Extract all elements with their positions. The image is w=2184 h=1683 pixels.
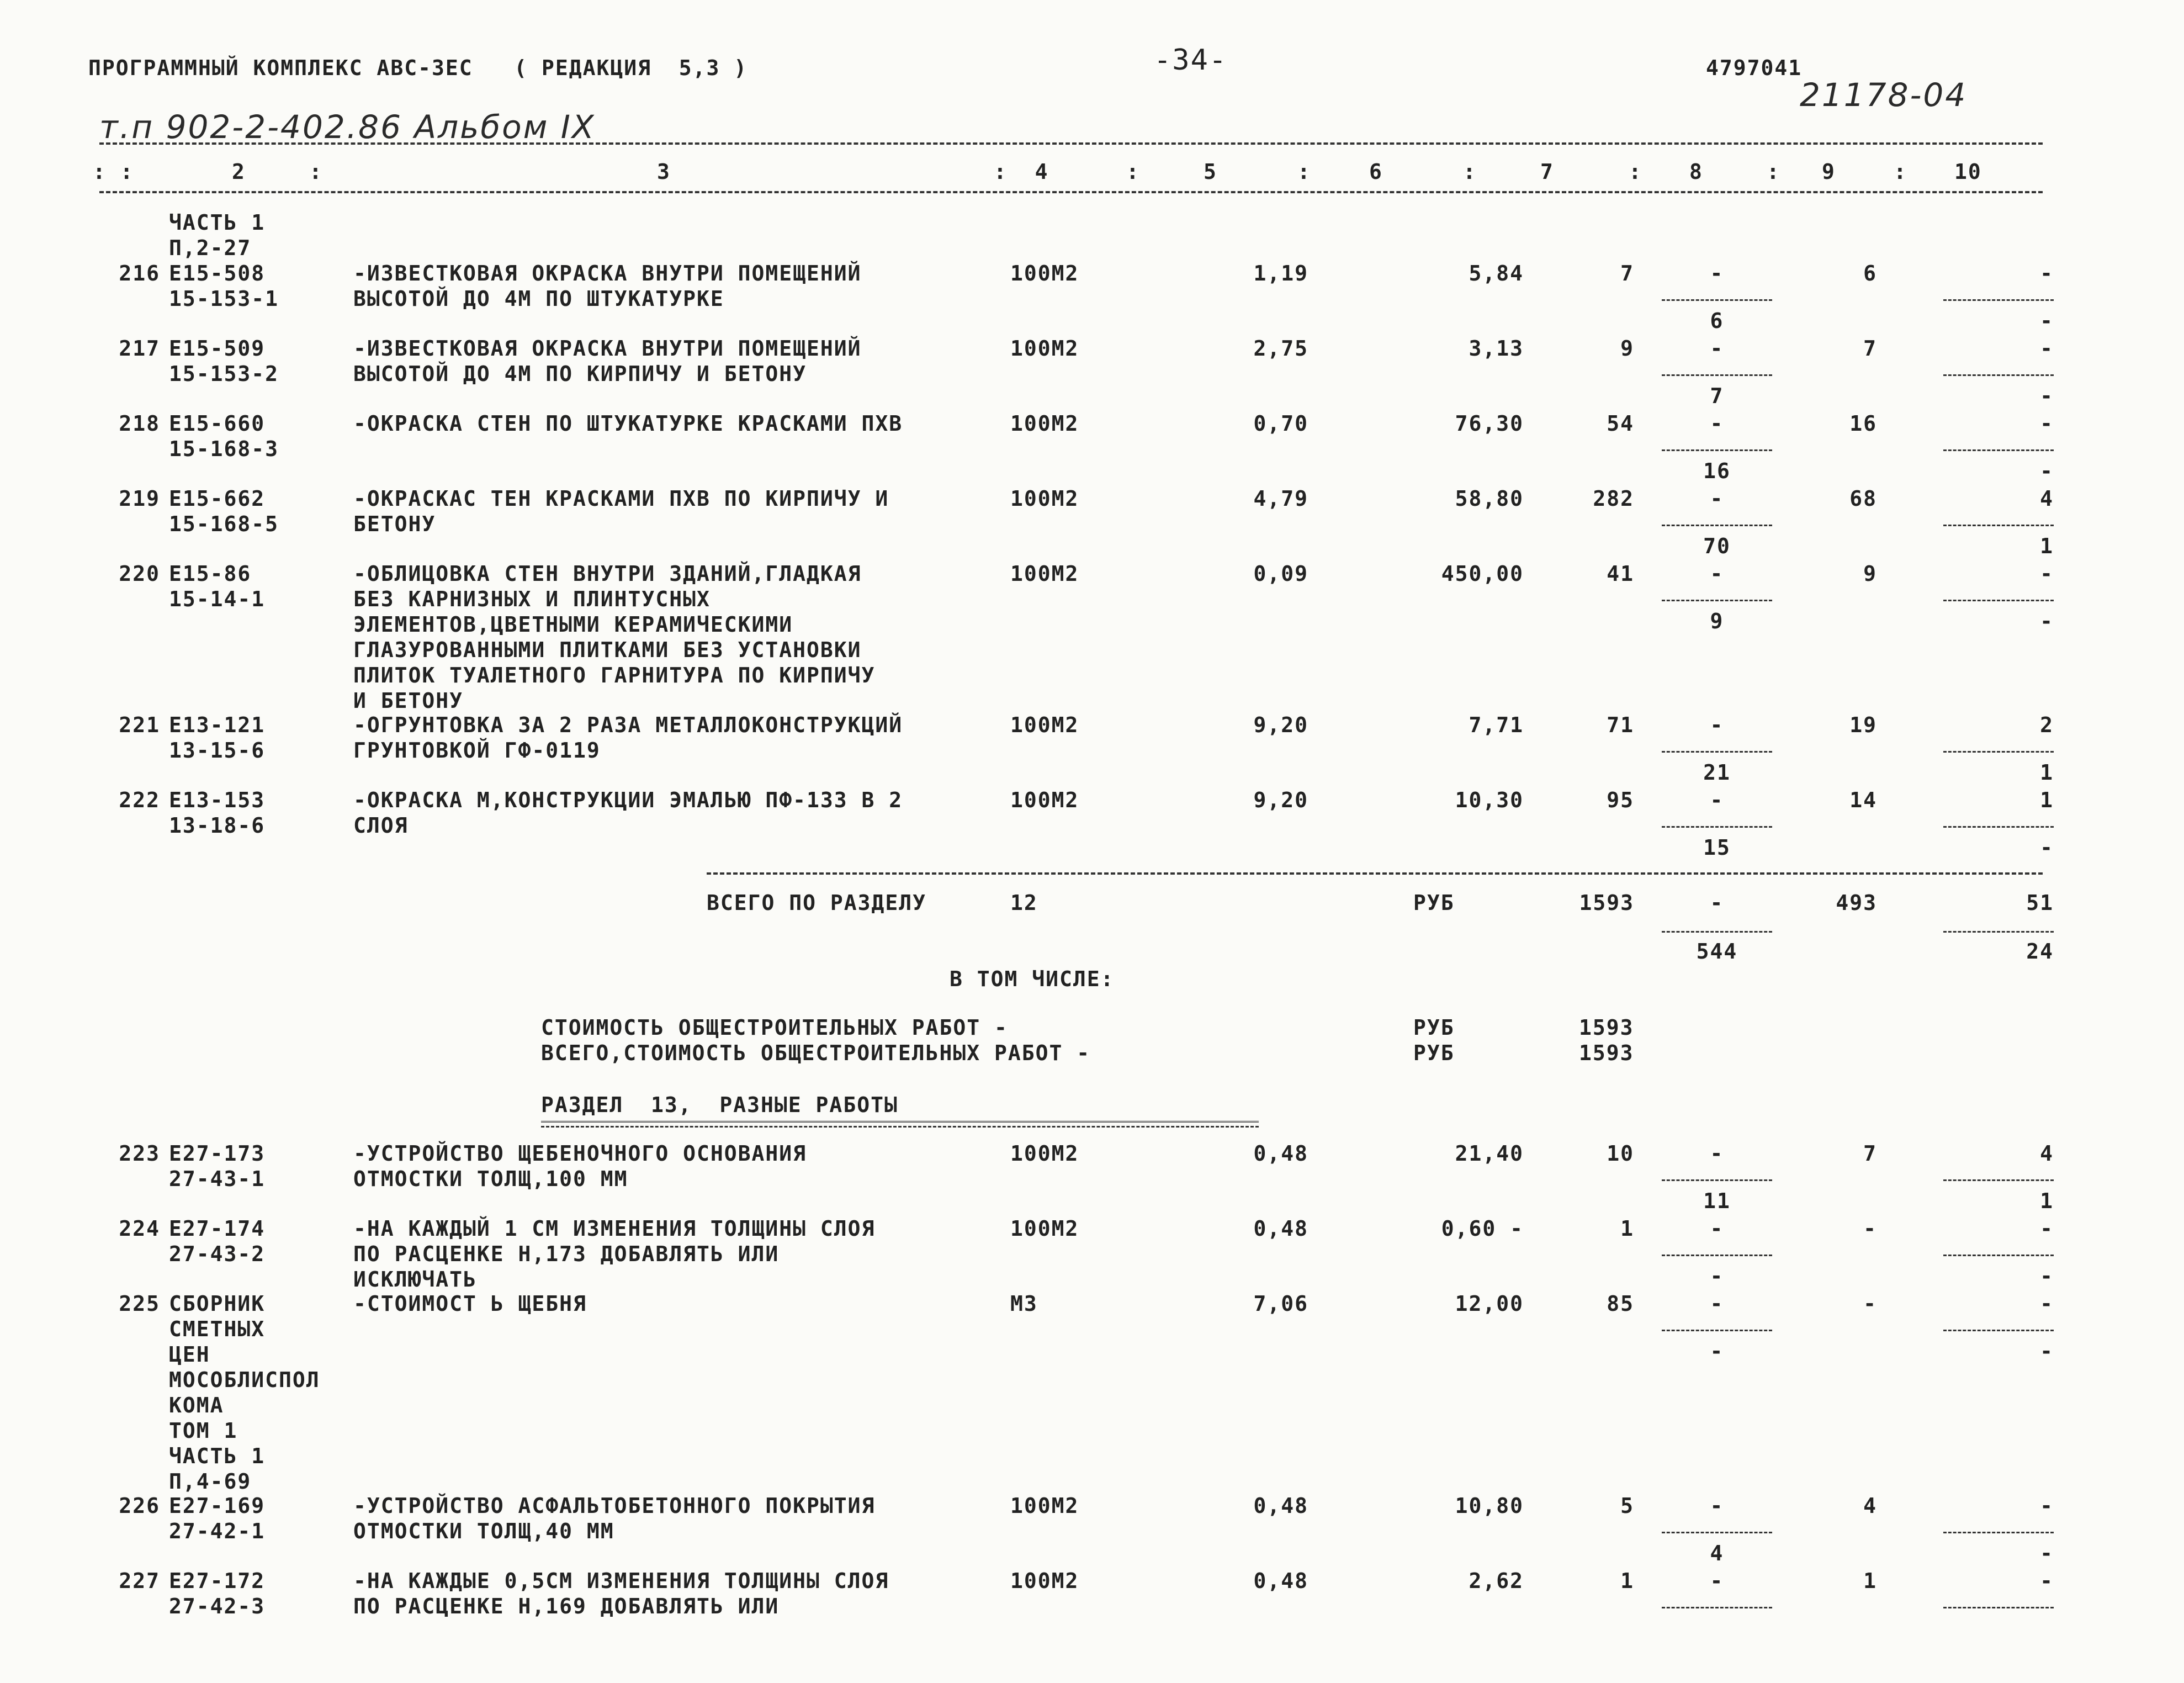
row-col8-top: - bbox=[1710, 1216, 1724, 1241]
row-code: Е27-173 bbox=[169, 1141, 266, 1166]
row-col9: 7 bbox=[1863, 1141, 1877, 1166]
col-h-9: 9 bbox=[1822, 160, 1836, 184]
row-unit: 100М2 bbox=[1010, 713, 1079, 737]
row-col8-bottom: 21 bbox=[1703, 760, 1731, 785]
row-description: БЕТОНУ bbox=[353, 512, 436, 536]
row-quantity: 9,20 bbox=[1253, 788, 1308, 812]
row-quantity: 7,06 bbox=[1253, 1292, 1308, 1316]
cost-line-value: 1593 bbox=[1579, 1041, 1634, 1065]
row-col10-bottom: - bbox=[2040, 459, 2054, 483]
row-quantity: 0,70 bbox=[1253, 411, 1308, 436]
row-unit: 100М2 bbox=[1010, 336, 1079, 361]
row-col8-top: - bbox=[1710, 486, 1724, 511]
row-code-secondary: 27-43-2 bbox=[169, 1242, 266, 1266]
col-h-sep: : bbox=[1629, 160, 1642, 184]
row-col10-bottom: - bbox=[2040, 1339, 2054, 1363]
row-total: 95 bbox=[1607, 788, 1634, 812]
row-col8-fraction-line bbox=[1662, 1330, 1772, 1331]
row-total: 71 bbox=[1607, 713, 1634, 737]
row-col10-top: - bbox=[2040, 1292, 2054, 1316]
total-c10-bottom: 24 bbox=[2026, 939, 2054, 964]
col-h-sep: : bbox=[1126, 160, 1140, 184]
row-col10-bottom: 1 bbox=[2040, 1189, 2054, 1213]
row-col8-fraction-line bbox=[1662, 374, 1772, 376]
row-total: 7 bbox=[1620, 261, 1634, 285]
row-description: БЕЗ КАРНИЗНЫХ И ПЛИНТУСНЫХ bbox=[353, 587, 711, 611]
row-number: 221 bbox=[119, 713, 160, 737]
total-label: ВСЕГО ПО РАЗДЕЛУ bbox=[707, 891, 927, 915]
row-col8-bottom: 6 bbox=[1710, 309, 1724, 333]
row-description: -НА КАЖДЫЕ 0,5СМ ИЗМЕНЕНИЯ ТОЛЩИНЫ СЛОЯ bbox=[353, 1569, 889, 1593]
row-unit-price: 5,84 bbox=[1469, 261, 1524, 285]
row-col10-fraction-line bbox=[1943, 1179, 2054, 1181]
row-code: СБОРНИК bbox=[169, 1292, 266, 1316]
row-col9: - bbox=[1863, 1292, 1877, 1316]
row-description: -ИЗВЕСТКОВАЯ ОКРАСКА ВНУТРИ ПОМЕЩЕНИЙ bbox=[353, 261, 862, 285]
row-description: -УСТРОЙСТВО АСФАЛЬТОБЕТОННОГО ПОКРЫТИЯ bbox=[353, 1494, 876, 1518]
row-code: Е27-172 bbox=[169, 1569, 266, 1593]
row-col9: 9 bbox=[1863, 562, 1877, 586]
row-col10-fraction-line bbox=[1943, 1255, 2054, 1256]
row-unit-price: 10,80 bbox=[1455, 1494, 1524, 1518]
row-number: 217 bbox=[119, 336, 160, 361]
row-col10-fraction-line bbox=[1943, 1532, 2054, 1533]
row-unit-price: 12,00 bbox=[1455, 1292, 1524, 1316]
row-number: 216 bbox=[119, 261, 160, 285]
row-col9: 14 bbox=[1849, 788, 1877, 812]
row-code-secondary: 27-42-3 bbox=[169, 1594, 266, 1618]
row-col10-fraction-line bbox=[1943, 826, 2054, 828]
section-title-underline bbox=[541, 1121, 1259, 1128]
row-col10-top: - bbox=[2040, 411, 2054, 436]
section-title: РАЗДЕЛ 13, РАЗНЫЕ РАБОТЫ bbox=[541, 1093, 898, 1117]
row-unit: 100М2 bbox=[1010, 486, 1079, 511]
row-col10-fraction-line bbox=[1943, 1607, 2054, 1608]
total-rule bbox=[707, 872, 2043, 875]
cost-line-unit: РУБ bbox=[1413, 1015, 1455, 1040]
row-description: -ОГРУНТОВКА ЗА 2 РАЗА МЕТАЛЛОКОНСТРУКЦИЙ bbox=[353, 713, 903, 737]
row-col10-fraction-line bbox=[1943, 449, 2054, 451]
total-c8-top: - bbox=[1710, 891, 1724, 915]
row-number: 227 bbox=[119, 1569, 160, 1593]
row-col8-bottom: 11 bbox=[1703, 1189, 1731, 1213]
row-description: -ОКРАСКА М,КОНСТРУКЦИИ ЭМАЛЬЮ ПФ-133 В 2 bbox=[353, 788, 903, 812]
row-col8-top: - bbox=[1710, 713, 1724, 737]
col-h-sep: : bbox=[1894, 160, 1907, 184]
cost-line-label: СТОИМОСТЬ ОБЩЕСТРОИТЕЛЬНЫХ РАБОТ - bbox=[541, 1015, 1008, 1040]
row-unit-price: 2,62 bbox=[1469, 1569, 1524, 1593]
total-c10-fraction-line bbox=[1943, 931, 2054, 933]
row-col8-top: - bbox=[1710, 1494, 1724, 1518]
row-total: 10 bbox=[1607, 1141, 1634, 1166]
row-code-secondary: 13-15-6 bbox=[169, 738, 266, 763]
row-code: Е27-174 bbox=[169, 1216, 266, 1241]
row-code-extra: СМЕТНЫХ bbox=[169, 1317, 266, 1341]
row-col8-fraction-line bbox=[1662, 600, 1772, 601]
row-quantity: 2,75 bbox=[1253, 336, 1308, 361]
row-col9: - bbox=[1863, 1216, 1877, 1241]
row-col10-fraction-line bbox=[1943, 374, 2054, 376]
row-quantity: 0,09 bbox=[1253, 562, 1308, 586]
row-description: -ОБЛИЦОВКА СТЕН ВНУТРИ ЗДАНИЙ,ГЛАДКАЯ bbox=[353, 562, 862, 586]
row-description: ОТМОСТКИ ТОЛЩ,100 ММ bbox=[353, 1167, 628, 1191]
row-col8-fraction-line bbox=[1662, 449, 1772, 451]
row-quantity: 9,20 bbox=[1253, 713, 1308, 737]
row-col8-bottom: - bbox=[1710, 1264, 1724, 1288]
row-col8-top: - bbox=[1710, 788, 1724, 812]
row-total: 41 bbox=[1607, 562, 1634, 586]
row-col10-top: - bbox=[2040, 562, 2054, 586]
row-unit: 100М2 bbox=[1010, 1216, 1079, 1241]
section-note: П,2-27 bbox=[169, 236, 252, 260]
total-c9: 493 bbox=[1836, 891, 1877, 915]
total-sum: 1593 bbox=[1579, 891, 1634, 915]
row-total: 85 bbox=[1607, 1292, 1634, 1316]
row-unit: М3 bbox=[1010, 1292, 1038, 1316]
row-col10-fraction-line bbox=[1943, 1330, 2054, 1331]
row-col9: 1 bbox=[1863, 1569, 1877, 1593]
row-unit: 100М2 bbox=[1010, 1494, 1079, 1518]
row-code: Е13-153 bbox=[169, 788, 266, 812]
row-col8-fraction-line bbox=[1662, 299, 1772, 301]
row-col9: 68 bbox=[1849, 486, 1877, 511]
page-number: -34- bbox=[1154, 44, 1228, 77]
row-description: ПО РАСЦЕНКЕ Н,169 ДОБАВЛЯТЬ ИЛИ bbox=[353, 1594, 780, 1618]
col-h-3: 3 bbox=[657, 160, 671, 184]
col-h-4: : 4 bbox=[994, 160, 1049, 184]
row-description: -ОКРАСКА СТЕН ПО ШТУКАТУРКЕ КРАСКАМИ ПХВ bbox=[353, 411, 903, 436]
row-col10-fraction-line bbox=[1943, 751, 2054, 753]
row-col10-fraction-line bbox=[1943, 299, 2054, 301]
row-unit-price: 0,60 - bbox=[1441, 1216, 1524, 1241]
row-code-extra: МОСОБЛИСПОЛ bbox=[169, 1368, 320, 1392]
row-col10-bottom: - bbox=[2040, 384, 2054, 408]
row-col10-top: 1 bbox=[2040, 788, 2054, 812]
row-col10-top: - bbox=[2040, 1494, 2054, 1518]
row-description: -ОКРАСКАС ТЕН КРАСКАМИ ПХВ ПО КИРПИЧУ И bbox=[353, 486, 889, 511]
header-bottom-rule bbox=[99, 191, 2043, 193]
header-top-rule bbox=[99, 142, 2043, 145]
row-quantity: 0,48 bbox=[1253, 1216, 1308, 1241]
col-h-sep: : bbox=[1767, 160, 1780, 184]
row-col10-bottom: 1 bbox=[2040, 760, 2054, 785]
col-h-sep: : bbox=[1463, 160, 1477, 184]
row-col9: 19 bbox=[1849, 713, 1877, 737]
row-code-extra: КОМА bbox=[169, 1393, 224, 1417]
row-col9: 6 bbox=[1863, 261, 1877, 285]
row-unit: 100М2 bbox=[1010, 788, 1079, 812]
row-col10-top: - bbox=[2040, 336, 2054, 361]
doc-handwritten: 21178-04 bbox=[1800, 76, 1968, 114]
row-total: 282 bbox=[1593, 486, 1634, 511]
row-col8-top: - bbox=[1710, 1292, 1724, 1316]
total-count: 12 bbox=[1010, 891, 1038, 915]
total-c8-fraction-line bbox=[1662, 931, 1772, 933]
row-total: 1 bbox=[1620, 1569, 1634, 1593]
row-quantity: 1,19 bbox=[1253, 261, 1308, 285]
row-col8-fraction-line bbox=[1662, 1532, 1772, 1533]
row-quantity: 0,48 bbox=[1253, 1569, 1308, 1593]
row-unit: 100М2 bbox=[1010, 1141, 1079, 1166]
row-col8-top: - bbox=[1710, 411, 1724, 436]
row-col8-bottom: 16 bbox=[1703, 459, 1731, 483]
row-description: ГЛАЗУРОВАННЫМИ ПЛИТКАМИ БЕЗ УСТАНОВКИ bbox=[353, 638, 862, 662]
row-number: 218 bbox=[119, 411, 160, 436]
row-code-secondary: 15-153-1 bbox=[169, 287, 279, 311]
col-h-10: 10 bbox=[1954, 160, 1982, 184]
row-unit-price: 21,40 bbox=[1455, 1141, 1524, 1166]
program-title: ПРОГРАММНЫЙ КОМПЛЕКС АВС-3ЕС ( РЕДАКЦИЯ 5,3 ) bbox=[88, 56, 748, 80]
row-col8-bottom: 7 bbox=[1710, 384, 1724, 408]
row-col10-bottom: - bbox=[2040, 309, 2054, 333]
row-col10-bottom: 1 bbox=[2040, 534, 2054, 558]
row-description: -НА КАЖДЫЙ 1 СМ ИЗМЕНЕНИЯ ТОЛЩИНЫ СЛОЯ bbox=[353, 1216, 876, 1241]
row-unit: 100М2 bbox=[1010, 1569, 1079, 1593]
total-unit: РУБ bbox=[1413, 891, 1455, 915]
row-unit: 100М2 bbox=[1010, 562, 1079, 586]
col-h-sep: : bbox=[1297, 160, 1311, 184]
col-h-6: 6 bbox=[1369, 160, 1383, 184]
row-col8-bottom: 9 bbox=[1710, 609, 1724, 633]
row-description: ПЛИТОК ТУАЛЕТНОГО ГАРНИТУРА ПО КИРПИЧУ bbox=[353, 663, 876, 687]
col-h-2: 2 bbox=[232, 160, 246, 184]
row-col10-fraction-line bbox=[1943, 525, 2054, 526]
row-description: -СТОИМОСТ Ь ЩЕБНЯ bbox=[353, 1292, 587, 1316]
row-col8-bottom: 70 bbox=[1703, 534, 1731, 558]
row-description: ОТМОСТКИ ТОЛЩ,40 ММ bbox=[353, 1519, 614, 1543]
row-col10-top: 4 bbox=[2040, 486, 2054, 511]
row-unit-price: 450,00 bbox=[1441, 562, 1524, 586]
row-col10-top: 2 bbox=[2040, 713, 2054, 737]
row-total: 1 bbox=[1620, 1216, 1634, 1241]
row-code-secondary: 27-42-1 bbox=[169, 1519, 266, 1543]
including-label: В ТОМ ЧИСЛЕ: bbox=[950, 967, 1115, 991]
row-col8-bottom: - bbox=[1710, 1339, 1724, 1363]
row-code-secondary: 15-168-5 bbox=[169, 512, 279, 536]
row-description: ГРУНТОВКОЙ ГФ-0119 bbox=[353, 738, 601, 763]
row-code: Е13-121 bbox=[169, 713, 266, 737]
row-quantity: 4,79 bbox=[1253, 486, 1308, 511]
row-code: Е15-86 bbox=[169, 562, 252, 586]
row-col10-fraction-line bbox=[1943, 600, 2054, 601]
row-code-extra: П,4-69 bbox=[169, 1469, 252, 1494]
row-col10-bottom: - bbox=[2040, 1264, 2054, 1288]
cost-line-unit: РУБ bbox=[1413, 1041, 1455, 1065]
album-handwritten: т.п 902-2-402.86 Альбом IX bbox=[99, 108, 596, 146]
row-description: ВЫСОТОЙ ДО 4М ПО ШТУКАТУРКЕ bbox=[353, 287, 724, 311]
row-col10-top: - bbox=[2040, 261, 2054, 285]
row-code: Е15-660 bbox=[169, 411, 266, 436]
row-description: ВЫСОТОЙ ДО 4М ПО КИРПИЧУ И БЕТОНУ bbox=[353, 362, 807, 386]
row-col8-fraction-line bbox=[1662, 1179, 1772, 1181]
row-unit-price: 10,30 bbox=[1455, 788, 1524, 812]
row-col8-top: - bbox=[1710, 1141, 1724, 1166]
total-c8-bottom: 544 bbox=[1696, 939, 1738, 964]
row-number: 223 bbox=[119, 1141, 160, 1166]
row-number: 219 bbox=[119, 486, 160, 511]
row-code-extra: ТОМ 1 bbox=[169, 1419, 238, 1443]
row-col8-top: - bbox=[1710, 562, 1724, 586]
row-description: -ИЗВЕСТКОВАЯ ОКРАСКА ВНУТРИ ПОМЕЩЕНИЙ bbox=[353, 336, 862, 361]
col-h-8: 8 bbox=[1689, 160, 1703, 184]
row-total: 54 bbox=[1607, 411, 1634, 436]
col-h-5: 5 bbox=[1204, 160, 1217, 184]
row-col8-top: - bbox=[1710, 261, 1724, 285]
row-col8-bottom: 15 bbox=[1703, 835, 1731, 860]
row-total: 9 bbox=[1620, 336, 1634, 361]
row-number: 226 bbox=[119, 1494, 160, 1518]
row-description: ПО РАСЦЕНКЕ Н,173 ДОБАВЛЯТЬ ИЛИ bbox=[353, 1242, 780, 1266]
row-col10-bottom: - bbox=[2040, 1541, 2054, 1565]
row-col9: 7 bbox=[1863, 336, 1877, 361]
doc-code: 4797041 bbox=[1706, 56, 1803, 80]
col-h-sep: : bbox=[309, 160, 323, 184]
col-h-7: 7 bbox=[1540, 160, 1554, 184]
row-col8-fraction-line bbox=[1662, 1607, 1772, 1608]
row-unit-price: 7,71 bbox=[1469, 713, 1524, 737]
row-col10-top: - bbox=[2040, 1569, 2054, 1593]
row-col9: 4 bbox=[1863, 1494, 1877, 1518]
row-code-extra: ЦЕН bbox=[169, 1342, 210, 1367]
row-col10-top: - bbox=[2040, 1216, 2054, 1241]
total-c10-top: 51 bbox=[2026, 891, 2054, 915]
row-description: И БЕТОНУ bbox=[353, 689, 464, 713]
row-number: 224 bbox=[119, 1216, 160, 1241]
row-col8-fraction-line bbox=[1662, 525, 1772, 526]
row-col8-top: - bbox=[1710, 336, 1724, 361]
row-unit: 100М2 bbox=[1010, 261, 1079, 285]
row-col10-top: 4 bbox=[2040, 1141, 2054, 1166]
row-unit-price: 58,80 bbox=[1455, 486, 1524, 511]
row-quantity: 0,48 bbox=[1253, 1141, 1308, 1166]
row-unit: 100М2 bbox=[1010, 411, 1079, 436]
row-unit-price: 3,13 bbox=[1469, 336, 1524, 361]
row-col8-bottom: 4 bbox=[1710, 1541, 1724, 1565]
row-code: Е15-509 bbox=[169, 336, 266, 361]
row-number: 222 bbox=[119, 788, 160, 812]
row-number: 225 bbox=[119, 1292, 160, 1316]
row-description: ИСКЛЮЧАТЬ bbox=[353, 1267, 477, 1292]
row-description: -УСТРОЙСТВО ЩЕБЕНОЧНОГО ОСНОВАНИЯ bbox=[353, 1141, 807, 1166]
cost-line-label: ВСЕГО,СТОИМОСТЬ ОБЩЕСТРОИТЕЛЬНЫХ РАБОТ - bbox=[541, 1041, 1091, 1065]
row-total: 5 bbox=[1620, 1494, 1634, 1518]
row-code-secondary: 15-168-3 bbox=[169, 437, 279, 461]
row-description: СЛОЯ bbox=[353, 813, 409, 838]
row-col8-fraction-line bbox=[1662, 1255, 1772, 1256]
row-code: Е15-662 bbox=[169, 486, 266, 511]
row-unit-price: 76,30 bbox=[1455, 411, 1524, 436]
row-col10-bottom: - bbox=[2040, 835, 2054, 860]
row-quantity: 0,48 bbox=[1253, 1494, 1308, 1518]
row-code-secondary: 27-43-1 bbox=[169, 1167, 266, 1191]
row-code: Е27-169 bbox=[169, 1494, 266, 1518]
row-col8-fraction-line bbox=[1662, 826, 1772, 828]
row-code-secondary: 15-153-2 bbox=[169, 362, 279, 386]
section-note: ЧАСТЬ 1 bbox=[169, 210, 266, 235]
row-number: 220 bbox=[119, 562, 160, 586]
cost-line-value: 1593 bbox=[1579, 1015, 1634, 1040]
row-col9: 16 bbox=[1849, 411, 1877, 436]
row-code-secondary: 15-14-1 bbox=[169, 587, 266, 611]
row-col10-bottom: - bbox=[2040, 609, 2054, 633]
row-col8-top: - bbox=[1710, 1569, 1724, 1593]
row-code-extra: ЧАСТЬ 1 bbox=[169, 1444, 266, 1468]
row-code-secondary: 13-18-6 bbox=[169, 813, 266, 838]
col-h-1: : : bbox=[93, 160, 134, 184]
row-description: ЭЛЕМЕНТОВ,ЦВЕТНЫМИ КЕРАМИЧЕСКИМИ bbox=[353, 612, 793, 637]
row-code: Е15-508 bbox=[169, 261, 266, 285]
row-col8-fraction-line bbox=[1662, 751, 1772, 753]
